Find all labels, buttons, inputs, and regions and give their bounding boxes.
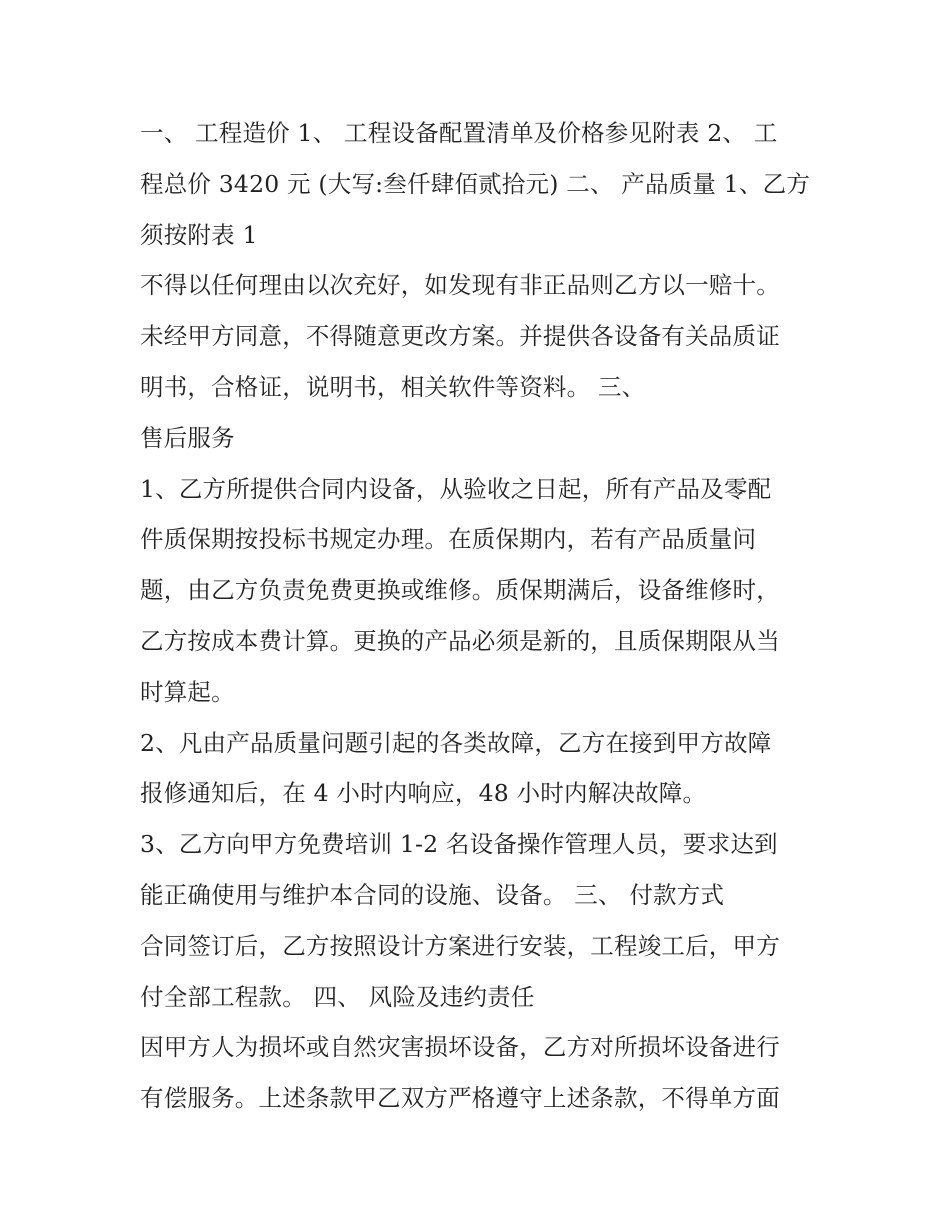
text-line: 报修通知后，在 4 小时内响应，48 小时内解决故障。 bbox=[140, 779, 707, 808]
text-line: 未经甲方同意，不得随意更改方案。并提供各设备有关品质证 bbox=[140, 322, 780, 351]
text-line: 程总价 3420 元 (大写:叁仟肆佰贰拾元) 二、 产品质量 1、乙方 bbox=[140, 169, 811, 198]
text-line: 能正确使用与维护本合同的设施、设备。 三、 付款方式 bbox=[140, 880, 725, 909]
text-line: 一、 工程造价 1、 工程设备配置清单及价格参见附表 2、 工 bbox=[140, 119, 778, 147]
text-line: 明书，合格证，说明书，相关软件等资料。 三、 bbox=[140, 372, 646, 401]
text-line: 3、乙方向甲方免费培训 1-2 名设备操作管理人员，要求达到 bbox=[140, 830, 778, 859]
text-line: 不得以任何理由以次充好，如发现有非正品则乙方以一赔十。 bbox=[140, 271, 780, 300]
contract-text-body bbox=[140, 108, 830, 1124]
text-line: 2、凡由产品质量问题引起的各类故障，乙方在接到甲方故障 bbox=[140, 728, 772, 757]
text-line: 付全部工程款。 四、 风险及违约责任 bbox=[140, 982, 535, 1011]
text-line: 乙方按成本费计算。更换的产品必须是新的，且质保期限从当 bbox=[140, 626, 780, 655]
text-line: 合同签订后，乙方按照设计方案进行安装，工程竣工后，甲方 bbox=[140, 931, 780, 960]
text-line: 1、乙方所提供合同内设备，从验收之日起，所有产品及零配 bbox=[140, 474, 772, 503]
text-line: 题，由乙方负责免费更换或维修。质保期满后，设备维修时， bbox=[140, 576, 780, 605]
text-line: 因甲方人为损坏或自然灾害损坏设备，乙方对所损坏设备进行 bbox=[140, 1033, 780, 1062]
text-line: 件质保期按投标书规定办理。在质保期内，若有产品质量问 bbox=[140, 525, 757, 554]
section-heading: 售后服务 bbox=[140, 423, 235, 452]
text-line: 有偿服务。上述条款甲乙双方严格遵守上述条款，不得单方面 bbox=[140, 1084, 780, 1113]
text-line: 时算起。 bbox=[140, 677, 235, 706]
text-line: 须按附表 1 bbox=[140, 220, 258, 249]
